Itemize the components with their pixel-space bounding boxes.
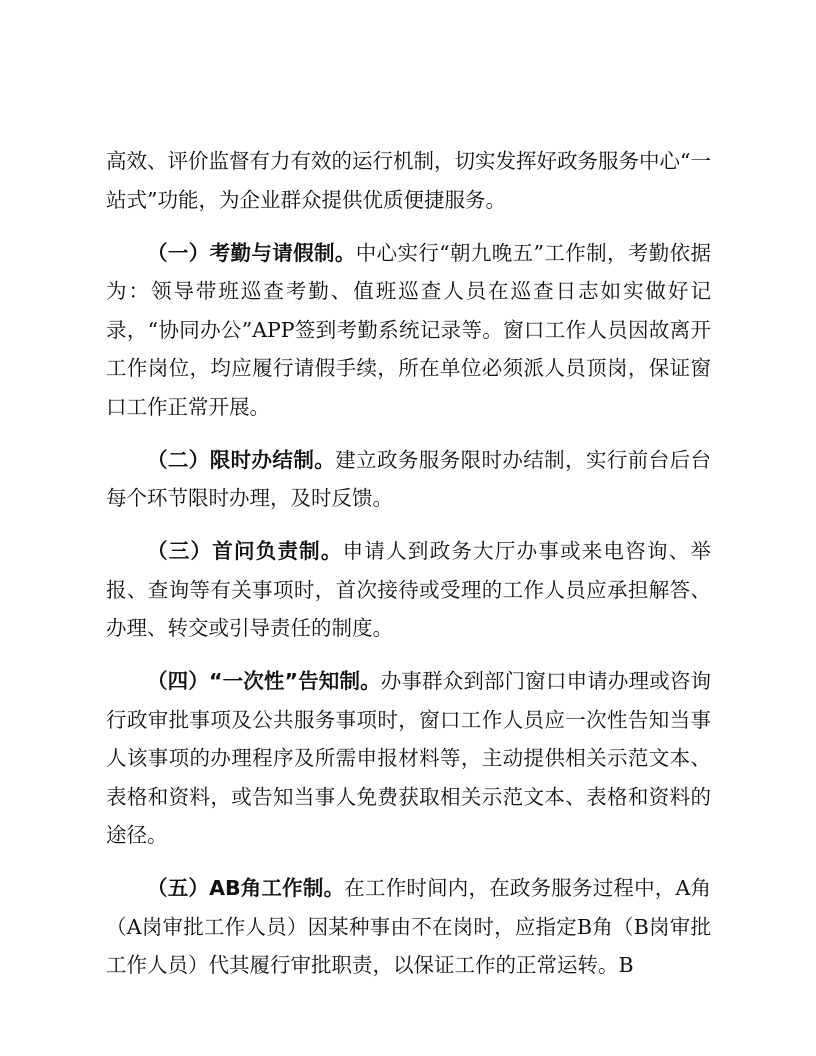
section-2-heading: （二）限时办结制。 xyxy=(147,447,336,472)
section-2-paragraph xyxy=(106,441,711,518)
section-4-heading: （四）“一次性”告知制。 xyxy=(147,669,381,693)
section-4-body: 办事群众到部门窗口申请办理或咨询行政审批事项及公共服务事项时，窗口工作人员应一次性告知当事人该事项的办理程序及所需申报材料等，主动提供相关示范文本、表格和资料，或告知当事人免费获取相关示范文本、表格和资料的途径。 xyxy=(106,669,711,847)
section-5-paragraph xyxy=(106,869,711,985)
intro-paragraph: 高效、评价监督有力有效的运行机制，切实发挥好政务服务中心“一站式”功能，为企业群众提供优质便捷服务。 xyxy=(106,149,711,212)
section-4-paragraph xyxy=(106,662,711,855)
section-2-body: 建立政务服务限时办结制，实行前台后台每个环节限时办理，及时反馈。 xyxy=(106,447,712,510)
section-1-body: 中心实行“朝九晚五”工作制，考勤依据为：领导带班巡查考勤、值班巡查人员在巡查日志如实做好记录，“协同办公”APP签到考勤系统记录等。窗口工作人员因故离开工作岗位，均应履行请假手续，所在单位必须派人员顶岗，保证窗口工作正常开展。 xyxy=(106,240,711,419)
section-1-heading: （一）考勤与请假制。 xyxy=(147,240,356,265)
section-3-paragraph xyxy=(106,532,711,648)
document-body xyxy=(106,142,711,999)
section-5-body: 在工作时间内，在政务服务过程中，A角（A岗审批工作人员）因某种事由不在岗时，应指定B角（B岗审批工作人员）代其履行审批职责，以保证工作的正常运转。B xyxy=(106,876,711,977)
section-3-body: 申请人到政务大厅办事或来电咨询、举报、查询等有关事项时，首次接待或受理的工作人员应承担解答、办理、转交或引导责任的制度。 xyxy=(106,539,712,640)
section-3-heading: （三）首问负责制。 xyxy=(147,539,343,563)
section-1-paragraph xyxy=(106,234,711,427)
section-5-heading: （五）AB角工作制。 xyxy=(147,876,345,900)
